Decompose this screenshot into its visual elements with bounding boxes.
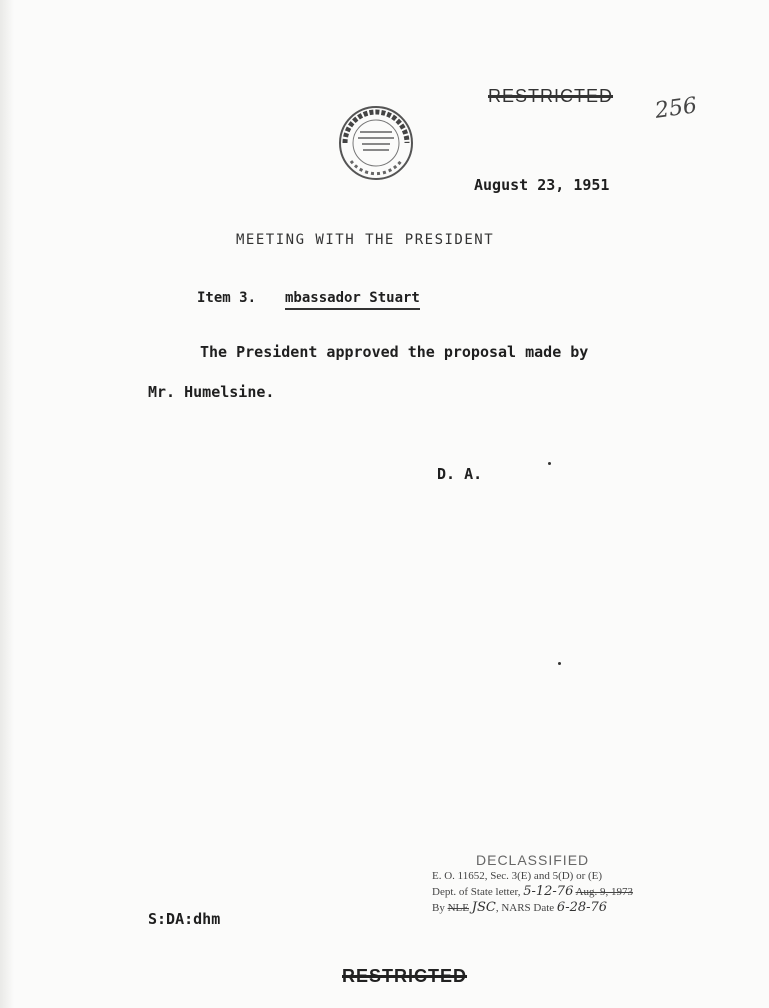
declass-date: 6-28-76 [556, 900, 608, 915]
signature-initials: D. A. [437, 465, 483, 483]
declass-letter: Dept. of State letter, 5-12-76 Aug. 9, 1973 [432, 884, 633, 899]
struck-date: Aug. 9, 1973 [575, 886, 633, 898]
item-label: Item 3. [197, 290, 257, 306]
declass-authority: E. O. 11652, Sec. 3(E) and 5(D) or (E) [432, 870, 603, 882]
reference-initials: S:DA:dhm [148, 910, 221, 928]
memo-title: MEETING WITH THE PRESIDENT [236, 232, 495, 248]
body-line-1: The President approved the proposal made by [200, 343, 589, 361]
body-line-2: Mr. Humelsine. [148, 383, 275, 401]
file-number: 256 [653, 93, 699, 124]
page-edge [0, 0, 14, 1008]
declass-heading: DECLASSIFIED [476, 852, 590, 868]
struck-nle: NLE [447, 902, 469, 914]
handwritten-date: 5-12-76 [523, 884, 574, 899]
archive-stamp [333, 103, 419, 183]
declass-by: By NLE JSC, NARS Date 6-28-76 [432, 900, 608, 915]
declassification-stamp [432, 852, 712, 916]
classification-bottom: RESTRICTED [342, 966, 468, 986]
speck [548, 462, 551, 465]
item-subject: mbassador Stuart [285, 290, 420, 310]
classification-top: RESTRICTED [488, 86, 614, 106]
speck [558, 662, 561, 665]
memo-date: August 23, 1951 [474, 176, 610, 194]
reviewer-initials: JSC [471, 900, 496, 915]
